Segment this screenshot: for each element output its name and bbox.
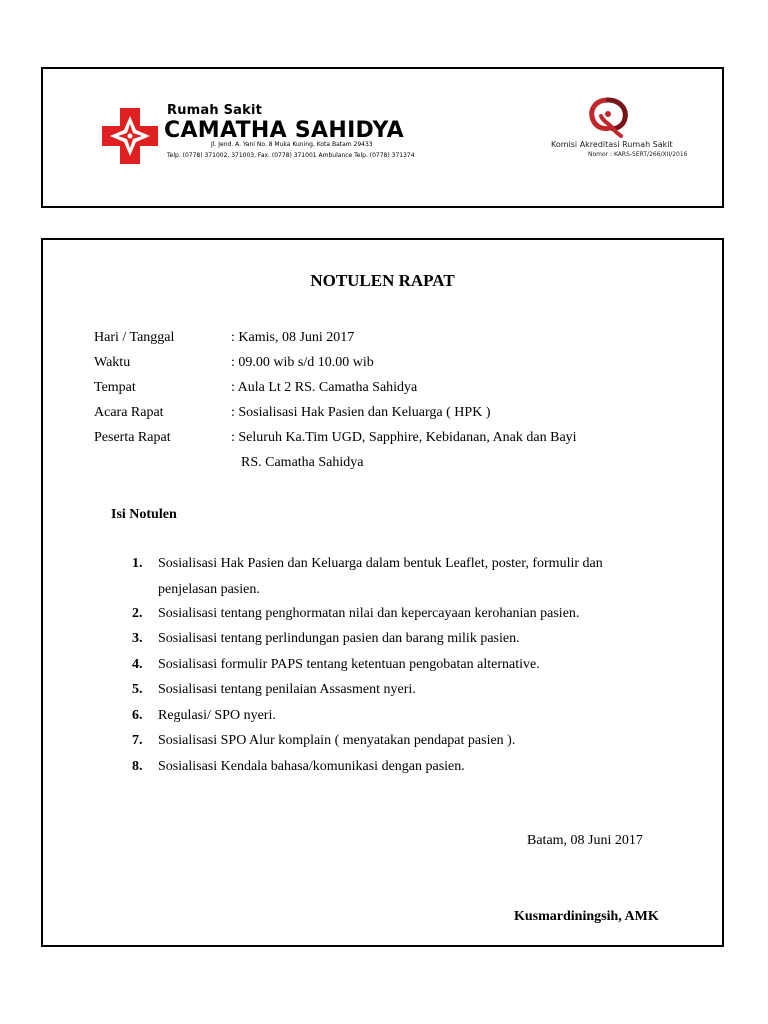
list-number: 7.: [132, 733, 143, 748]
hospital-cross-logo-icon: [100, 106, 160, 166]
list-text: Sosialisasi SPO Alur komplain ( menyatakan pendapat pasien ).: [158, 733, 516, 748]
info-value: : Seluruh Ka.Tim UGD, Sapphire, Kebidanan, Anak dan Bayi: [231, 430, 577, 445]
info-label: Tempat: [94, 380, 136, 395]
hospital-address: Jl. Jend. A. Yani No. 8 Muka Kuning, Kota Batam 29433: [211, 141, 373, 148]
accreditation-number: Nomor : KARS-SERT/266/XII/2016: [588, 151, 688, 158]
list-text: Sosialisasi formulir PAPS tentang ketentuan pengobatan alternative.: [158, 657, 540, 672]
info-value: : 09.00 wib s/d 10.00 wib: [231, 355, 374, 370]
list-text: Sosialisasi Hak Pasien dan Keluarga dalam bentuk Leaflet, poster, formulir dan: [158, 556, 603, 571]
list-number: 4.: [132, 657, 143, 672]
list-text: Regulasi/ SPO nyeri.: [158, 708, 276, 723]
list-item-continuation: penjelasan pasien.: [158, 582, 260, 597]
list-text: Sosialisasi tentang penilaian Assasment nyeri.: [158, 682, 416, 697]
minutes-body: [41, 238, 724, 947]
section-title: Isi Notulen: [111, 507, 177, 522]
list-number: 3.: [132, 631, 143, 646]
info-label: Hari / Tanggal: [94, 330, 175, 345]
accreditation-name: Komisi Akreditasi Rumah Sakit: [551, 140, 673, 149]
letterhead: [41, 67, 724, 208]
list-number: 8.: [132, 759, 143, 774]
list-text: Sosialisasi tentang perlindungan pasien dan barang milik pasien.: [158, 631, 520, 646]
list-number: 5.: [132, 682, 143, 697]
info-value: : Sosialisasi Hak Pasien dan Keluarga ( HPK ): [231, 405, 491, 420]
info-value: : Aula Lt 2 RS. Camatha Sahidya: [231, 380, 418, 395]
list-text: Sosialisasi tentang penghormatan nilai dan kepercayaan kerohanian pasien.: [158, 606, 580, 621]
info-label: Peserta Rapat: [94, 430, 171, 445]
info-value: : Kamis, 08 Juni 2017: [231, 330, 355, 345]
signer-name: Kusmardiningsih, AMK: [514, 909, 659, 924]
list-number: 6.: [132, 708, 143, 723]
info-label: Acara Rapat: [94, 405, 164, 420]
list-text: Sosialisasi Kendala bahasa/komunikasi dengan pasien.: [158, 759, 465, 774]
info-label: Waktu: [94, 355, 131, 370]
participants-continuation: RS. Camatha Sahidya: [241, 455, 364, 470]
hospital-contact: Telp. (0778) 371002, 371003, Fax. (0778) 371001 Ambulance Telp. (0778) 371374: [167, 152, 415, 159]
kars-accreditation-logo-icon: [583, 96, 633, 138]
document-title: NOTULEN RAPAT: [310, 271, 455, 290]
hospital-name: CAMATHA SAHIDYA: [164, 118, 404, 143]
hospital-subtitle: Rumah Sakit: [167, 103, 263, 118]
list-number: 2.: [132, 606, 143, 621]
list-number: 1.: [132, 556, 143, 571]
place-date: Batam, 08 Juni 2017: [527, 833, 643, 848]
